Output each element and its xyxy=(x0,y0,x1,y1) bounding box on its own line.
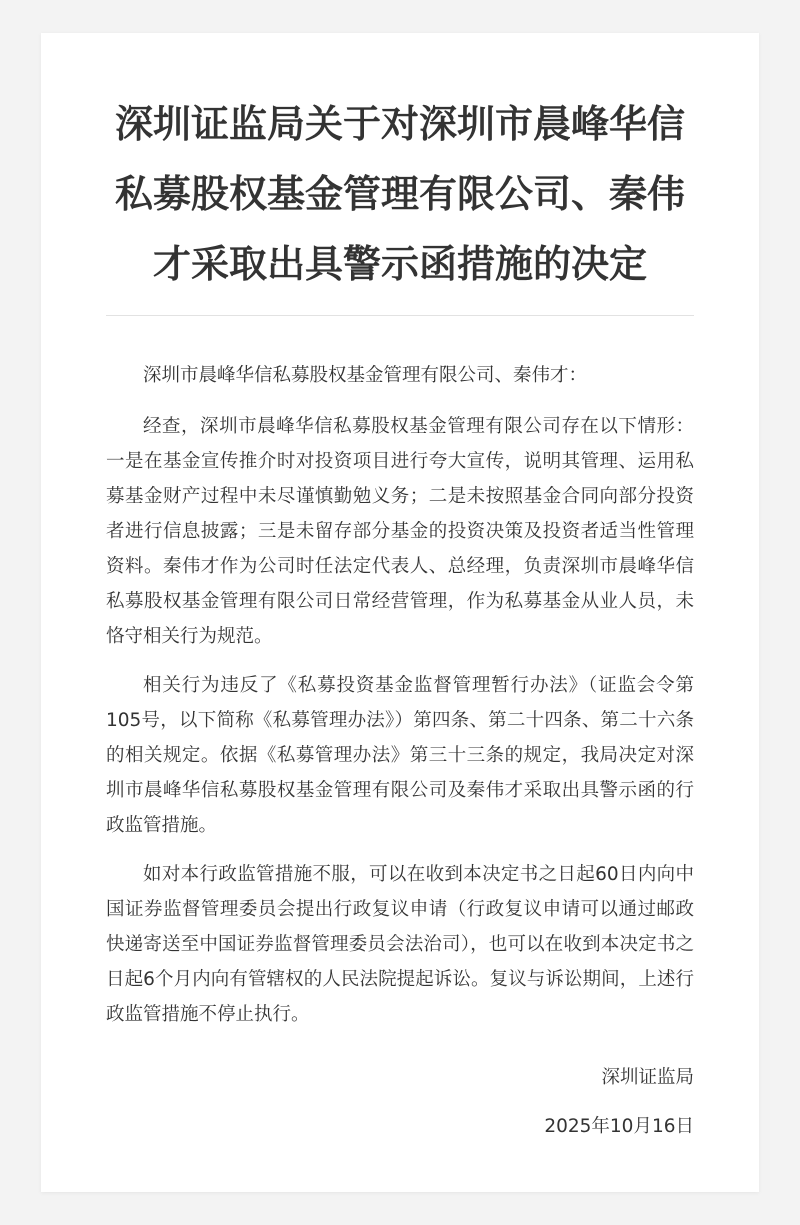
paragraph-appeal: 如对本行政监管措施不服，可以在收到本决定书之日起60日内向中国证券监督管理委员会提出行政复议申请（行政复议申请可以通过邮政快递寄送至中国证券监督管理委员会法治司），也可以在收到本决定书之日起6个月内向有管辖权的人民法院提起诉讼。复议与诉讼期间，上述行政监管措施不停止执行。 xyxy=(106,864,694,1025)
document-card xyxy=(41,33,759,1192)
salutation: 深圳市晨峰华信私募股权基金管理有限公司、秦伟才： xyxy=(143,365,588,386)
paragraph-findings: 经查，深圳市晨峰华信私募股权基金管理有限公司存在以下情形：一是在基金宣传推介时对投资项目进行夸大宣传，说明其管理、运用私募基金财产过程中未尽谨慎勤勉义务；二是未按照基金合同向部分投资者进行信息披露；三是未留存部分基金的投资决策及投资者适当性管理资料。秦伟才作为公司时任法定代表人、总经理，负责深圳市晨峰华信私募股权基金管理有限公司日常经营管理，作为私募基金从业人员，未恪守相关行为规范。 xyxy=(106,416,694,647)
document-body xyxy=(106,358,694,1032)
signature-organization: 深圳证监局 xyxy=(601,1067,694,1088)
paragraph-violation: 相关行为违反了《私募投资基金监督管理暂行办法》（证监会令第105号，以下简称《私募管理办法》）第四条、第二十四条、第二十六条的相关规定。依据《私募管理办法》第三十三条的规定，我局决定对深圳市晨峰华信私募股权基金管理有限公司及秦伟才采取出具警示函的行政监管措施。 xyxy=(106,675,694,836)
title-divider xyxy=(106,315,694,316)
signature-date: 2025年10月16日 xyxy=(544,1116,694,1137)
document-title: 深圳证监局关于对深圳市晨峰华信私募股权基金管理有限公司、秦伟才采取出具警示函措施的决定 xyxy=(114,102,685,286)
